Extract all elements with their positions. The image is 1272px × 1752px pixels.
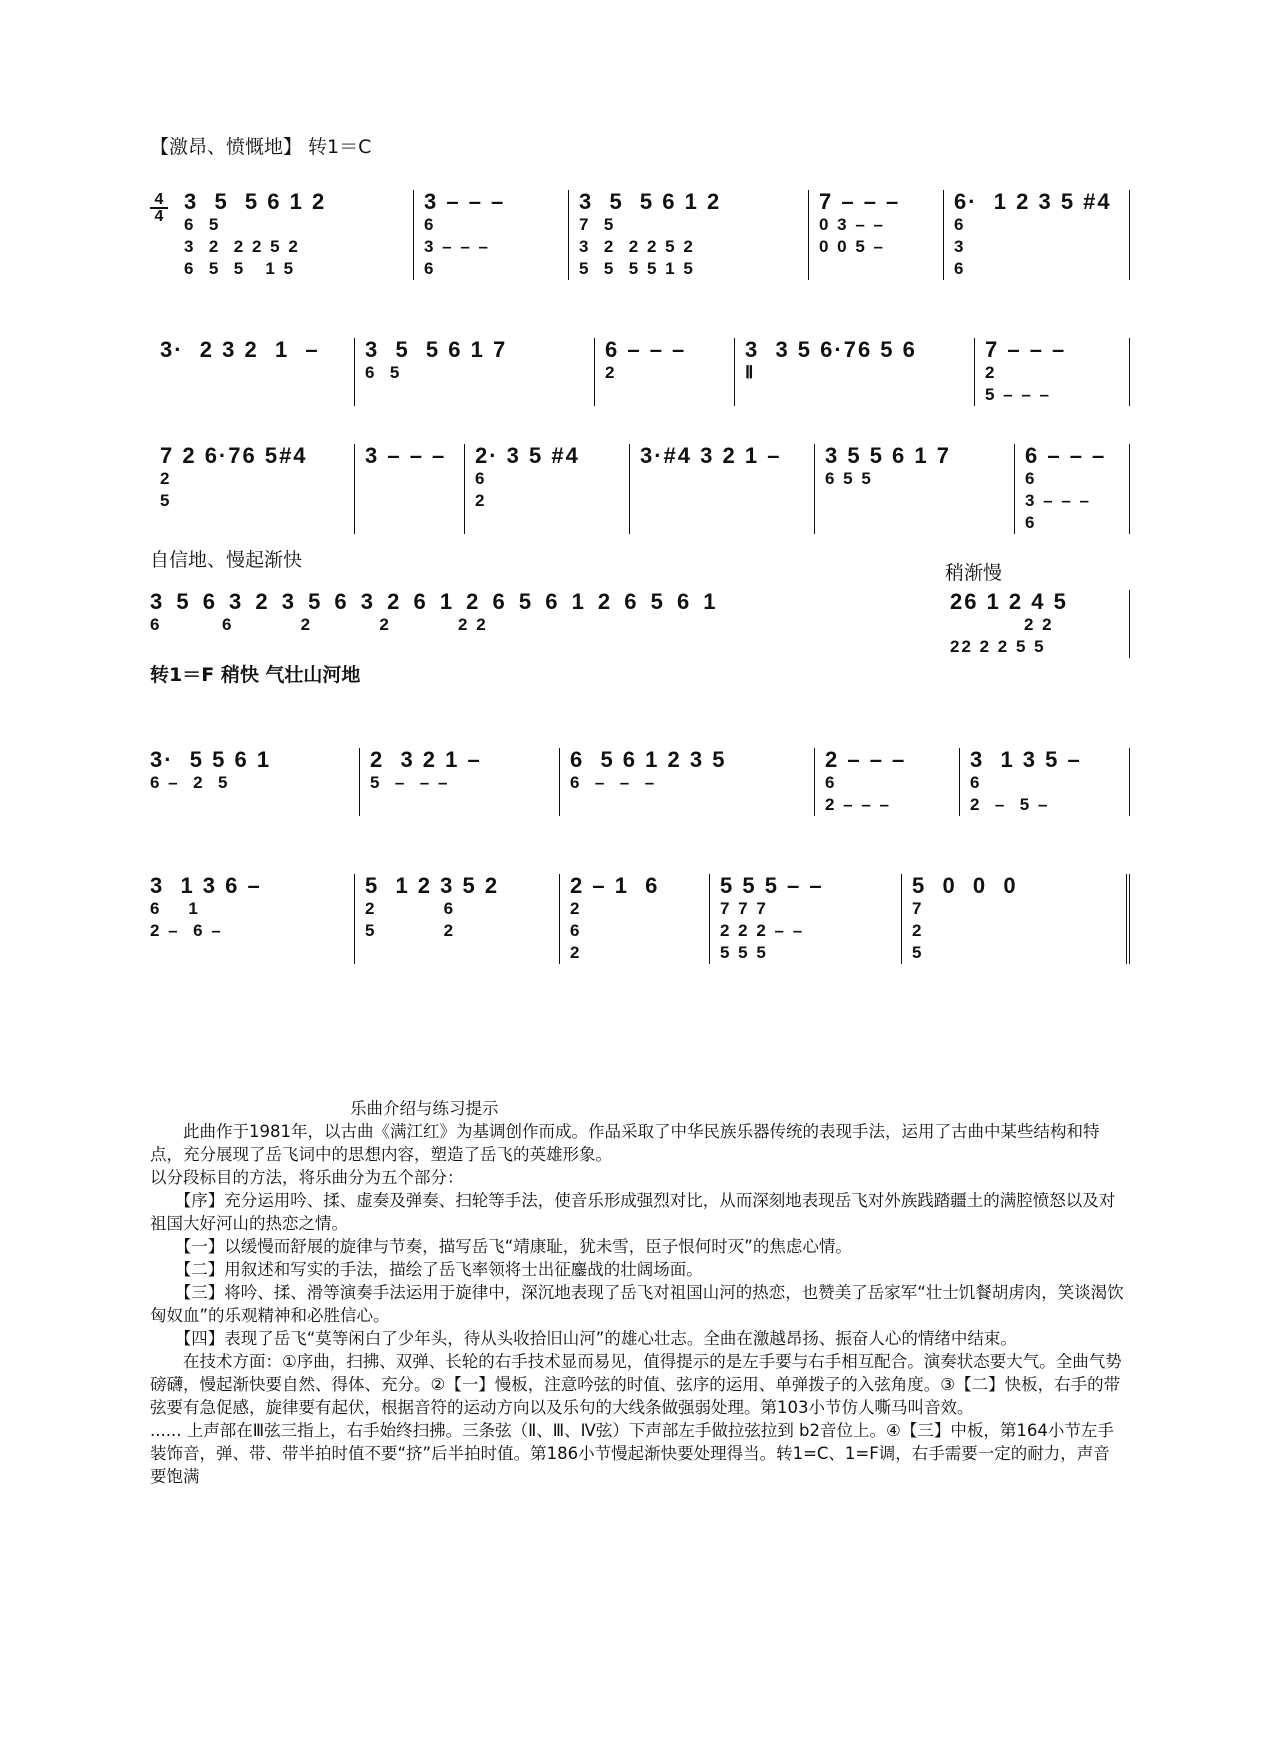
- measure: [975, 338, 1130, 406]
- lower-voice: 6 – – –: [570, 773, 657, 792]
- melody: 2 3 2 1 –: [370, 747, 482, 772]
- melody: 3 5 5 6 1 7: [365, 337, 508, 362]
- tempo-marking-1: 【激昂、愤慨地】 转1＝C: [150, 136, 372, 158]
- paragraph: 【四】表现了岳飞“莫等闲白了少年头，待从头收拾旧山河”的雄心壮志。全曲在激越昂扬、振奋人心的情绪中结束。: [150, 1329, 1017, 1348]
- lower-voice: 5 – – –: [370, 773, 450, 792]
- melody: 7 – – –: [819, 189, 901, 214]
- lower-voice: 7 7 7: [720, 899, 768, 918]
- measure: [815, 444, 1015, 534]
- lower-voice: Ⅱ: [745, 363, 756, 382]
- intro-heading: 乐曲介绍与练习提示: [350, 1099, 499, 1118]
- lower-voice: 6: [424, 215, 436, 234]
- paragraph: 【三】将吟、揉、滑等演奏手法运用于旋律中，深沉地表现了岳飞对祖国山河的热恋，也赞美了岳家军“壮士饥餐胡虏肉，笑谈渴饮匈奴血”的乐观精神和必胜信心。: [150, 1283, 1124, 1325]
- measure: [150, 748, 360, 816]
- lower-voice: 6 5 5: [825, 469, 873, 488]
- system-2: [150, 338, 1130, 406]
- melody: 3 – – –: [424, 189, 506, 214]
- lower-voice: 0 3 – –: [819, 215, 885, 234]
- lower-voice: 2: [605, 363, 617, 382]
- measure: [630, 444, 815, 534]
- melody: 6 – – –: [605, 337, 687, 362]
- melody: 3·#4 3 2 1 –: [640, 443, 782, 468]
- lower-voice: 6 5: [365, 363, 402, 382]
- lower-voice: 0 0 5 –: [819, 237, 885, 256]
- lower-voice: 6: [825, 773, 837, 792]
- measure: [355, 338, 595, 406]
- melody: 26 1 2 4 5: [950, 589, 1068, 614]
- melody: 3 3 5 6·76 5 6: [745, 337, 917, 362]
- lower-voice: 6: [970, 773, 982, 792]
- lower-voice: 2 2 2 – –: [720, 921, 805, 940]
- lower-voice: 5 5 5 5 1 5: [579, 259, 695, 278]
- melody: 6 – – –: [1025, 443, 1107, 468]
- lower-voice: 2 6: [365, 899, 456, 918]
- lower-voice: 5 – – –: [985, 385, 1051, 404]
- system-5: [150, 748, 1130, 816]
- measure: [560, 874, 710, 964]
- system-3: [150, 444, 1130, 534]
- melody: 5 1 2 3 5 2: [365, 873, 500, 898]
- lower-voice: 6: [954, 215, 966, 234]
- melody: 3 1 3 6 –: [150, 873, 262, 898]
- measure: [174, 190, 414, 280]
- lower-voice: 2 – – –: [825, 795, 891, 814]
- lower-voice: 6 5: [184, 215, 221, 234]
- measure: [735, 338, 975, 406]
- lower-voice: 5: [912, 943, 924, 962]
- melody: 5 5 5 – –: [720, 873, 824, 898]
- lower-voice: 6: [954, 259, 966, 278]
- measure: [815, 748, 960, 816]
- melody: 3 5 5 6 1 2: [184, 189, 327, 214]
- ts-bottom: 4: [150, 207, 168, 224]
- lower-voice: 3 – – –: [1025, 491, 1091, 510]
- paragraph: 以分段标目的方法，将乐曲分为五个部分：: [150, 1168, 464, 1187]
- measure: [710, 874, 902, 964]
- measure: [1015, 444, 1130, 534]
- melody: 2· 3 5 #4: [475, 443, 580, 468]
- melody: 3 – – –: [365, 443, 447, 468]
- lower-voice: 6: [475, 469, 487, 488]
- lower-voice: 5: [160, 491, 172, 510]
- melody: 3 5 5 6 1 2: [579, 189, 722, 214]
- measure: [960, 748, 1130, 816]
- measure: [595, 338, 735, 406]
- measure: [414, 190, 569, 280]
- measure: [150, 874, 355, 964]
- lower-voice: 3 – – –: [424, 237, 490, 256]
- lower-voice: 2: [985, 363, 997, 382]
- lower-voice: 6: [424, 259, 436, 278]
- lower-voice: 3 2 2 2 5 2: [184, 237, 300, 256]
- lower-voice: 2: [160, 469, 172, 488]
- lower-voice: 2 2: [950, 615, 1054, 634]
- melody: 7 – – –: [985, 337, 1067, 362]
- melody: 5 0 0 0: [912, 873, 1018, 898]
- lower-voice: 6: [1025, 513, 1037, 532]
- lower-voice: 3: [954, 237, 966, 256]
- melody: 3· 5 5 6 1: [150, 747, 272, 772]
- measure: [355, 444, 465, 534]
- system-6: [150, 874, 1130, 964]
- system-1: [150, 190, 1130, 280]
- ts-top: 4: [154, 191, 164, 208]
- measure-final: [902, 874, 1130, 964]
- lower-voice: 3 2 2 2 5 2: [579, 237, 695, 256]
- melody: 3 5 5 6 1 7: [825, 443, 951, 468]
- measure: [360, 748, 560, 816]
- paragraph: 【二】用叙述和写实的手法，描绘了岳飞率领将士出征鏖战的壮阔场面。: [150, 1260, 703, 1279]
- lower-voice: 2: [570, 943, 582, 962]
- melody: 3· 2 3 2 1 –: [160, 337, 320, 362]
- melody: 7 2 6·76 5#4: [160, 443, 308, 468]
- measure: [355, 874, 560, 964]
- melody: 2 – – –: [825, 747, 907, 772]
- tempo-marking-2: 自信地、慢起渐快: [150, 549, 303, 571]
- measure: [809, 190, 944, 280]
- measure: [150, 338, 355, 406]
- measure: [560, 748, 815, 816]
- time-signature: [150, 190, 168, 280]
- lower-voice: 6: [1025, 469, 1037, 488]
- measure: [150, 444, 355, 534]
- paragraph: 在技术方面：①序曲，扫拂、双弹、长轮的右手技术显而易见，值得提示的是左手要与右手相互配合。演奏状态要大气。全曲气势磅礴，慢起渐快要自然、得体、充分。②【一】慢板，注意吟弦的时值、弦序的运用、单弹拨子的入弦角度。③【二】快板，右手的带弦要有急促感，旋律要有起伏，根据音符的运动方向以及乐句的大线条做强弱处理。第103小节仿人嘶马叫音效。: [150, 1352, 1122, 1417]
- melody: 3 5 6 3 2 3 5 6 3 2 6 1 2 6 5 6 1 2 6 5 6 1: [150, 589, 720, 614]
- paragraph: ...... 上声部在Ⅲ弦三指上，右手始终扫拂。三条弦（Ⅱ、Ⅲ、Ⅳ弦）下声部左手做拉弦拉到 b2音位上。④【三】中板，第164小节左手装饰音，弹、带、带半拍时值不要“挤”后半拍时值。第186小节慢起渐快要处理得当。转1=C、1=F调，右手需要一定的耐力，声音要饱满: [150, 1421, 1114, 1486]
- melody: 2 – 1 6: [570, 873, 660, 898]
- lower-voice: 6 5 5 1 5: [184, 259, 296, 278]
- paragraph: 【序】充分运用吟、揉、虚奏及弹奏、扫轮等手法，使音乐形成强烈对比，从而深刻地表现岳飞对外族践踏疆土的满腔愤怒以及对祖国大好河山的热恋之情。: [150, 1191, 1116, 1233]
- measure: [465, 444, 630, 534]
- lower-voice: 6 – 2 5: [150, 773, 230, 792]
- lower-voice: 6: [570, 921, 582, 940]
- lower-voice: 2: [912, 921, 924, 940]
- lower-voice: 2: [570, 899, 582, 918]
- tempo-marking-3: 稍渐慢: [945, 562, 1003, 584]
- lower-voice: 5 5 5: [720, 943, 768, 962]
- lower-voice: 7: [912, 899, 924, 918]
- measure: [940, 590, 1130, 658]
- lower-voice: 22 2 2 5 5: [950, 637, 1046, 656]
- key-change-marking: 转1＝F 稍快 气壮山河地: [150, 664, 361, 686]
- measure: [150, 590, 940, 658]
- melody: 3 1 3 5 –: [970, 747, 1082, 772]
- melody: 6 5 6 1 2 3 5: [570, 747, 727, 772]
- lower-voice: 2 – 6 –: [150, 921, 223, 940]
- lower-voice: 6 6 2 2 2 2: [150, 615, 488, 634]
- lower-voice: 7 5: [579, 215, 616, 234]
- intro-text: [150, 1097, 1125, 1488]
- paragraph: 此曲作于1981年，以古曲《满江红》为基调创作而成。作品采取了中华民族乐器传统的表现手法，运用了古曲中某些结构和特点，充分展现了岳飞词中的思想内容，塑造了岳飞的英雄形象。: [150, 1122, 1100, 1164]
- measure: [944, 190, 1130, 280]
- lower-voice: 2: [475, 491, 487, 510]
- paragraph: 【一】以缓慢而舒展的旋律与节奏，描写岳飞“靖康耻，犹未雪，臣子恨何时灭”的焦虑心情。: [150, 1237, 852, 1256]
- melody: 6· 1 2 3 5 #4: [954, 189, 1112, 214]
- measure: [569, 190, 809, 280]
- lower-voice: 2 – 5 –: [970, 795, 1050, 814]
- lower-voice: 5 2: [365, 921, 456, 940]
- system-4: [150, 590, 1130, 658]
- lower-voice: 6 1: [150, 899, 200, 918]
